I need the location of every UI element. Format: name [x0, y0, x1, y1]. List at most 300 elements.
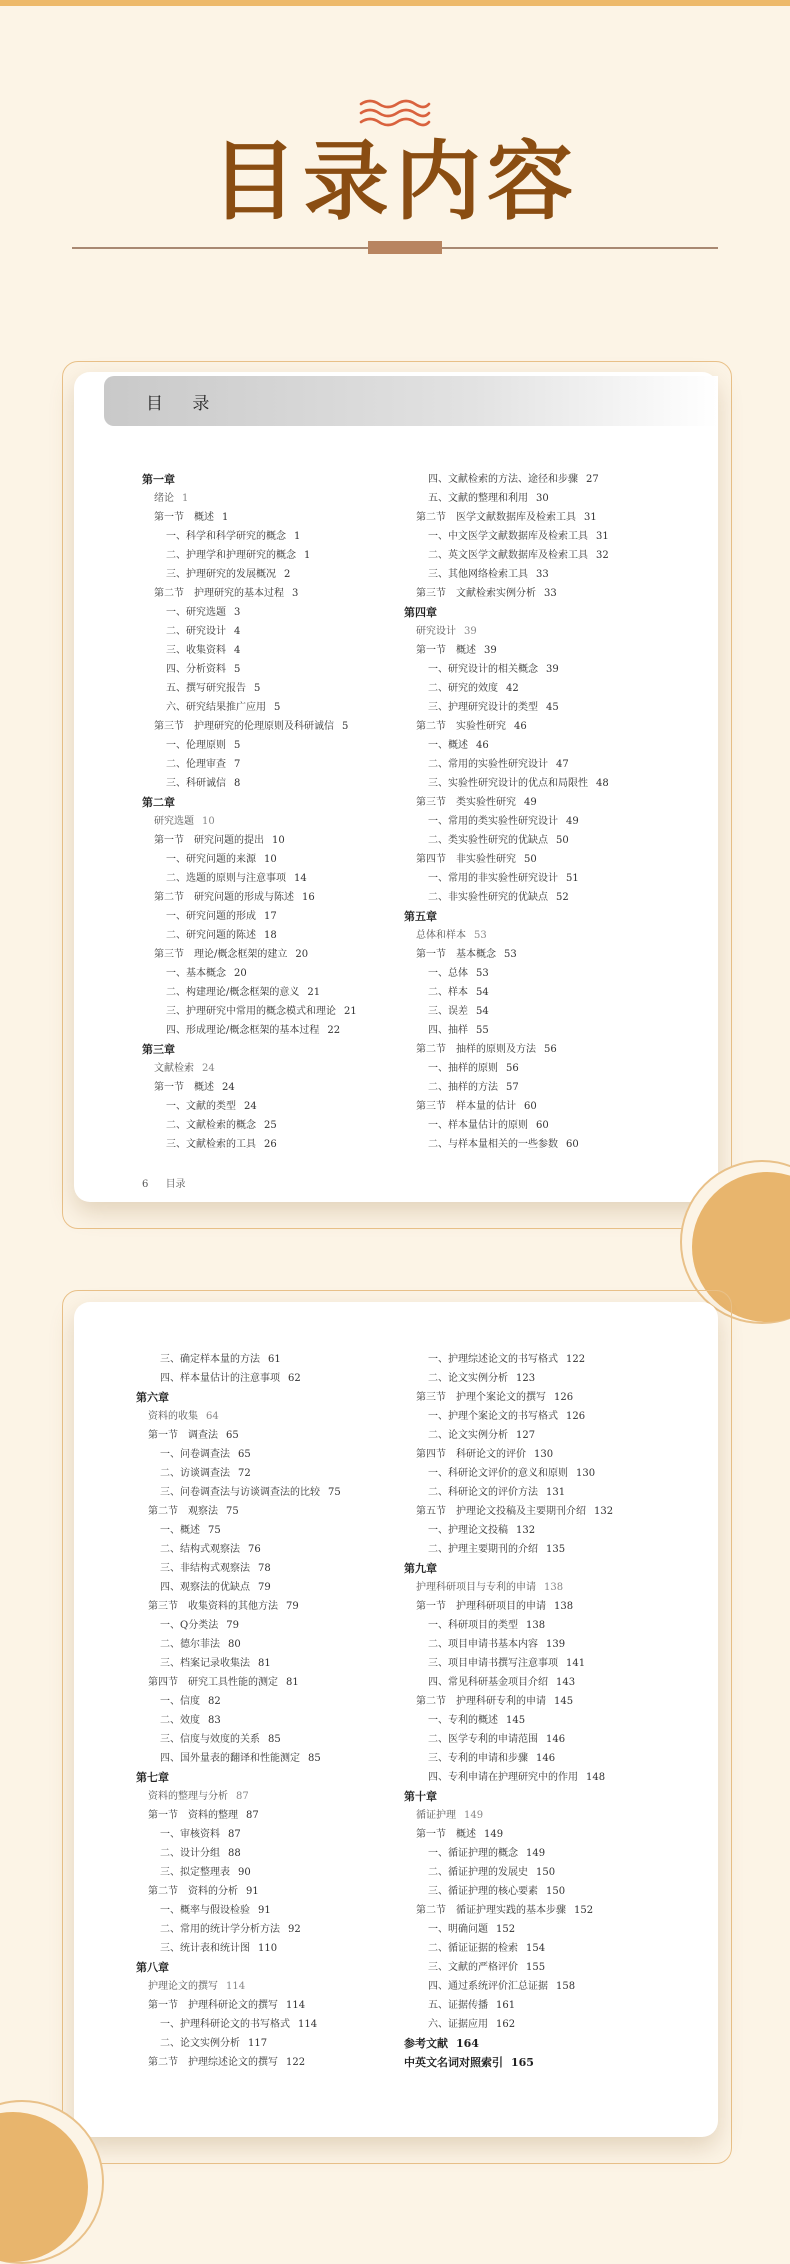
- toc-item: [404, 660, 704, 679]
- toc-entry-title: 二、类实验性研究的优缺点: [428, 835, 548, 846]
- toc-entry-title: 五、撰写研究报告: [166, 683, 246, 694]
- toc-item: [404, 1749, 714, 1768]
- toc-item: [142, 926, 412, 945]
- toc-section: [136, 1597, 416, 1616]
- toc-entry-title: 二、样本: [428, 987, 468, 998]
- toc-chapter: [404, 603, 704, 622]
- toc-entry-page: 31: [584, 512, 597, 523]
- toc-entry-title: 二、护理学和护理研究的概念: [166, 550, 296, 561]
- toc-item: [142, 1002, 412, 1021]
- toc-chapter: [404, 1559, 714, 1578]
- toc-item: [136, 1559, 416, 1578]
- toc-section: [142, 831, 412, 850]
- toc-item: [142, 850, 412, 869]
- toc-entry-title: 研究选题: [154, 816, 194, 827]
- toc-entry-page: 3: [234, 607, 241, 618]
- toc-entry-page: 65: [238, 1449, 251, 1460]
- toc-entry-title: 第二节 护理研究的基本过程: [154, 588, 284, 599]
- toc-entry-title: 五、证据传播: [428, 2000, 488, 2011]
- toc-entry-title: 二、循证护理的发展史: [428, 1867, 528, 1878]
- toc-item: [404, 1920, 714, 1939]
- toc-item: [136, 1825, 416, 1844]
- toc-item: [142, 565, 412, 584]
- toc-item: [142, 546, 412, 565]
- toc-item: [404, 1135, 704, 1154]
- toc-entry-title: 第一节 概述: [416, 1829, 476, 1840]
- toc-entry-title: 第四章: [404, 606, 437, 619]
- toc-entry-title: 二、医学专利的申请范围: [428, 1734, 538, 1745]
- toc-entry-title: 第十章: [404, 1790, 437, 1803]
- toc-item: [142, 964, 412, 983]
- toc-entry-page: 155: [526, 1962, 546, 1973]
- toc-entry-title: 二、研究设计: [166, 626, 226, 637]
- toc-item: [404, 1939, 714, 1958]
- toc-entry-page: 145: [554, 1696, 574, 1707]
- toc-entry-title: 循证护理: [416, 1810, 456, 1821]
- toc-entry-page: 143: [556, 1677, 576, 1688]
- toc-entry-page: 49: [566, 816, 579, 827]
- toc-entry-title: 第五节 护理论文投稿及主要期刊介绍: [416, 1506, 586, 1517]
- toc-entry-title: 一、问卷调查法: [160, 1449, 230, 1460]
- toc-item: [404, 679, 704, 698]
- toc-entry-title: 第三节 护理个案论文的撰写: [416, 1392, 546, 1403]
- toc-item: [142, 622, 412, 641]
- toc-entry-title: 一、中文医学文献数据库及检索工具: [428, 531, 588, 542]
- toc-chapter-title: [404, 1578, 714, 1597]
- toc-entry-page: 75: [208, 1525, 221, 1536]
- toc-item: [142, 1135, 412, 1154]
- toc-entry-page: 75: [226, 1506, 239, 1517]
- toc-entry-title: 第四节 科研论文的评价: [416, 1449, 526, 1460]
- toc-section: [404, 584, 704, 603]
- toc-entry-page: 65: [226, 1430, 239, 1441]
- toc-item: [404, 1002, 704, 1021]
- toc-item: [136, 1654, 416, 1673]
- toc-item: [404, 1977, 714, 1996]
- toc-item: [404, 1958, 714, 1977]
- toc-entry-page: 31: [596, 531, 609, 542]
- title-divider-block: [368, 241, 442, 254]
- toc-chapter: [136, 1958, 416, 1977]
- toc-section: [142, 508, 412, 527]
- toc-section: [136, 1673, 416, 1692]
- toc-chapter-title: [404, 622, 704, 641]
- toc-entry-title: 研究设计: [416, 626, 456, 637]
- toc-entry-page: 82: [208, 1696, 221, 1707]
- toc-entry-title: 一、Q分类法: [160, 1620, 219, 1631]
- toc-item: [404, 1483, 714, 1502]
- toc-chapter: [142, 470, 412, 489]
- toc-entry-page: 162: [496, 2019, 516, 2030]
- toc-entry-title: 第一节 护理科研项目的申请: [416, 1601, 546, 1612]
- toc-section: [404, 1445, 714, 1464]
- toc-entry-page: 62: [288, 1373, 301, 1384]
- toc-entry-title: 三、拟定整理表: [160, 1867, 230, 1878]
- toc-entry-title: 一、护理科研论文的书写格式: [160, 2019, 290, 2030]
- toc-entry-title: 一、研究问题的来源: [166, 854, 256, 865]
- toc-entry-page: 5: [254, 683, 261, 694]
- toc-entry-title: 一、抽样的原则: [428, 1063, 498, 1074]
- toc-entry-title: 第三节 样本量的估计: [416, 1101, 516, 1112]
- toc-entry-title: 三、非结构式观察法: [160, 1563, 250, 1574]
- toc-entry-page: 32: [596, 550, 609, 561]
- toc-entry-title: 二、英文医学文献数据库及检索工具: [428, 550, 588, 561]
- toc-chapter-title: [136, 1787, 416, 1806]
- toc-entry-page: 53: [474, 930, 487, 941]
- toc-entry-title: 第二节 护理科研专利的申请: [416, 1696, 546, 1707]
- toc-entry-page: 2: [284, 569, 291, 580]
- toc-entry-title: 三、护理研究设计的类型: [428, 702, 538, 713]
- toc-entry-page: 90: [238, 1867, 251, 1878]
- toc-entry-page: 138: [554, 1601, 574, 1612]
- toc-entry-title: 三、项目申请书撰写注意事项: [428, 1658, 558, 1669]
- toc-entry-page: 122: [286, 2057, 306, 2068]
- toc-section: [136, 1882, 416, 1901]
- toc-item: [142, 1097, 412, 1116]
- toc-entry-title: 第一节 资料的整理: [148, 1810, 238, 1821]
- toc-entry-page: 48: [596, 778, 609, 789]
- toc-entry-title: 三、其他网络检索工具: [428, 569, 528, 580]
- toc-entry-page: 80: [228, 1639, 241, 1650]
- toc-entry-title: 第八章: [136, 1961, 169, 1974]
- toc-entry-page: 139: [546, 1639, 566, 1650]
- toc-item: [404, 1540, 714, 1559]
- toc-entry-page: 46: [476, 740, 489, 751]
- footer-label: 目录: [165, 1179, 186, 1190]
- toc-entry-title: 一、护理综述论文的书写格式: [428, 1354, 558, 1365]
- toc-entry-page: 1: [182, 493, 189, 504]
- toc-item: [136, 2015, 416, 2034]
- toc-entry-title: 三、科研诚信: [166, 778, 226, 789]
- toc-section: [142, 1078, 412, 1097]
- toc-section: [404, 508, 704, 527]
- toc-entry-page: 165: [511, 2056, 534, 2069]
- wave-ornament-icon: [358, 98, 432, 128]
- toc-entry-page: 91: [258, 1905, 271, 1916]
- toc-item: [404, 831, 704, 850]
- toc-entry-title: 资料的收集: [148, 1411, 198, 1422]
- toc-section: [404, 641, 704, 660]
- toc-item: [136, 1939, 416, 1958]
- toc-entry-page: 25: [264, 1120, 277, 1131]
- toc-entry-page: 87: [246, 1810, 259, 1821]
- toc-entry-title: 二、循证证据的检索: [428, 1943, 518, 1954]
- toc-item: [404, 1863, 714, 1882]
- toc-item: [404, 1673, 714, 1692]
- toc-chapter-title: [142, 489, 412, 508]
- toc-item: [404, 1059, 704, 1078]
- toc-item: [404, 1464, 714, 1483]
- toc-entry-title: 四、文献检索的方法、途径和步骤: [428, 474, 578, 485]
- toc-entry-page: 81: [258, 1658, 271, 1669]
- toc-entry-page: 127: [516, 1430, 536, 1441]
- toc-item: [136, 1844, 416, 1863]
- toc-entry-title: 二、论文实例分析: [428, 1430, 508, 1441]
- toc-entry-title: 一、科研项目的类型: [428, 1620, 518, 1631]
- toc-entry-page: 117: [248, 2038, 268, 2049]
- toc-column-left-2: [136, 1350, 416, 2072]
- toc-entry-title: 三、档案记录收集法: [160, 1658, 250, 1669]
- toc-chapter-title: [404, 926, 704, 945]
- toc-item: [136, 1445, 416, 1464]
- toc-entry-title: 第三节 类实验性研究: [416, 797, 516, 808]
- toc-entry-page: 148: [586, 1772, 606, 1783]
- toc-entry-title: 一、审核资料: [160, 1829, 220, 1840]
- toc-entry-title: 第四节 非实验性研究: [416, 854, 516, 865]
- toc-entry-title: 四、国外量表的翻译和性能测定: [160, 1753, 300, 1764]
- toc-item: [142, 660, 412, 679]
- toc-entry-page: 130: [576, 1468, 596, 1479]
- toc-entry-title: 二、与样本量相关的一些参数: [428, 1139, 558, 1150]
- toc-entry-page: 50: [524, 854, 537, 865]
- toc-entry-page: 110: [258, 1943, 278, 1954]
- toc-item: [136, 1711, 416, 1730]
- toc-entry-title: 第二节 护理综述论文的撰写: [148, 2057, 278, 2068]
- toc-entry-page: 39: [484, 645, 497, 656]
- toc-entry-title: 一、护理论文投稿: [428, 1525, 508, 1536]
- toc-entry-title: 第二节 循证护理实践的基本步骤: [416, 1905, 566, 1916]
- toc-entry-page: 149: [484, 1829, 504, 1840]
- toc-entry-title: 四、形成理论/概念框架的基本过程: [166, 1025, 320, 1036]
- toc-entry-page: 152: [574, 1905, 594, 1916]
- toc-entry-page: 39: [464, 626, 477, 637]
- toc-entry-page: 138: [544, 1582, 564, 1593]
- toc-entry-title: 第一节 护理科研论文的撰写: [148, 2000, 278, 2011]
- toc-entry-page: 149: [464, 1810, 484, 1821]
- toc-item: [136, 1635, 416, 1654]
- toc-entry-title: 四、专利申请在护理研究中的作用: [428, 1772, 578, 1783]
- toc-entry-page: 7: [234, 759, 241, 770]
- toc-entry-page: 46: [514, 721, 527, 732]
- toc-entry-page: 150: [546, 1886, 566, 1897]
- toc-entry-title: 一、概述: [160, 1525, 200, 1536]
- toc-entry-page: 81: [286, 1677, 299, 1688]
- toc-entry-title: 二、结构式观察法: [160, 1544, 240, 1555]
- toc-entry-title: 第二节 资料的分析: [148, 1886, 238, 1897]
- toc-entry-title: 第一章: [142, 473, 175, 486]
- toc-entry-page: 50: [556, 835, 569, 846]
- toc-entry-title: 第六章: [136, 1391, 169, 1404]
- toc-item: [404, 1116, 704, 1135]
- toc-section: [142, 945, 412, 964]
- toc-item: [404, 489, 704, 508]
- toc-item: [136, 1540, 416, 1559]
- toc-item: [404, 565, 704, 584]
- toc-entry-page: 88: [228, 1848, 241, 1859]
- toc-entry-title: 一、研究选题: [166, 607, 226, 618]
- toc-section: [142, 584, 412, 603]
- toc-item: [142, 527, 412, 546]
- toc-chapter-title: [142, 812, 412, 831]
- toc-entry-page: 57: [506, 1082, 519, 1093]
- toc-entry-title: 第三节 收集资料的其他方法: [148, 1601, 278, 1612]
- toc-item: [142, 774, 412, 793]
- toc-entry-page: 132: [594, 1506, 614, 1517]
- toc-entry-page: 114: [286, 2000, 306, 2011]
- toc-entry-title: 六、研究结果推广应用: [166, 702, 266, 713]
- toc-entry-page: 146: [546, 1734, 566, 1745]
- toc-entry-page: 5: [234, 740, 241, 751]
- toc-item: [136, 1920, 416, 1939]
- toc-entry-page: 14: [294, 873, 307, 884]
- toc-entry-title: 第三节 理论/概念框架的建立: [154, 949, 288, 960]
- toc-section: [136, 2053, 416, 2072]
- toc-item: [404, 1407, 714, 1426]
- toc-item: [142, 869, 412, 888]
- toc-entry-page: 5: [234, 664, 241, 675]
- toc-item: [404, 1021, 704, 1040]
- toc-entry-title: 一、基本概念: [166, 968, 226, 979]
- toc-entry-page: 10: [264, 854, 277, 865]
- toc-entry-title: 资料的整理与分析: [148, 1791, 228, 1802]
- toc-entry-title: 第三章: [142, 1043, 175, 1056]
- toc-item: [404, 812, 704, 831]
- toc-chapter: [404, 1787, 714, 1806]
- toc-entry-page: 51: [566, 873, 579, 884]
- toc-entry-title: 一、研究设计的相关概念: [428, 664, 538, 675]
- toc-entry-title: 一、常用的类实验性研究设计: [428, 816, 558, 827]
- toc-entry-title: 四、观察法的优缺点: [160, 1582, 250, 1593]
- toc-entry-title: 第九章: [404, 1562, 437, 1575]
- toc-section: [404, 1692, 714, 1711]
- toc-entry-page: 114: [226, 1981, 246, 1992]
- toc-section: [404, 1502, 714, 1521]
- toc-entry-title: 第二节 医学文献数据库及检索工具: [416, 512, 576, 523]
- toc-entry-title: 第一节 调查法: [148, 1430, 218, 1441]
- toc-entry-title: 二、文献检索的概念: [166, 1120, 256, 1131]
- toc-section: [404, 793, 704, 812]
- toc-entry-title: 第五章: [404, 910, 437, 923]
- toc-item: [404, 1711, 714, 1730]
- toc-item: [404, 983, 704, 1002]
- toc-entry-page: 130: [534, 1449, 554, 1460]
- toc-entry-title: 二、设计分组: [160, 1848, 220, 1859]
- toc-entry-page: 87: [228, 1829, 241, 1840]
- toc-entry-page: 55: [476, 1025, 489, 1036]
- toc-section: [404, 1597, 714, 1616]
- toc-chapter: [136, 1388, 416, 1407]
- toc-entry-title: 三、循证护理的核心要素: [428, 1886, 538, 1897]
- toc-entry-page: 24: [202, 1063, 215, 1074]
- toc-item: [404, 888, 704, 907]
- toc-item: [136, 1863, 416, 1882]
- toc-entry-page: 75: [328, 1487, 341, 1498]
- toc-entry-title: 护理论文的撰写: [148, 1981, 218, 1992]
- toc-entry-page: 56: [506, 1063, 519, 1074]
- toc-entry-title: 二、伦理审查: [166, 759, 226, 770]
- toc-entry-page: 22: [327, 1025, 341, 1036]
- toc-item: [136, 2034, 416, 2053]
- toc-column-left: [142, 470, 412, 1154]
- toc-item: [136, 1464, 416, 1483]
- toc-entry-title: 二、研究问题的陈述: [166, 930, 256, 941]
- toc-entry-title: 文献检索: [154, 1063, 194, 1074]
- toc-entry-title: 二、论文实例分析: [428, 1373, 508, 1384]
- toc-entry-title: 一、常用的非实验性研究设计: [428, 873, 558, 884]
- toc-entry-page: 1: [222, 512, 229, 523]
- toc-entry-page: 79: [258, 1582, 271, 1593]
- toc-section: [136, 1996, 416, 2015]
- toc-entry-title: 三、文献检索的工具: [166, 1139, 256, 1150]
- toc-item: [136, 1749, 416, 1768]
- toc-entry-page: 132: [516, 1525, 536, 1536]
- toc-entry-page: 10: [202, 816, 215, 827]
- toc-entry-title: 六、证据应用: [428, 2019, 488, 2030]
- toc-entry-page: 16: [302, 892, 315, 903]
- toc-entry-title: 二、德尔菲法: [160, 1639, 220, 1650]
- toc-entry-title: 二、非实验性研究的优缺点: [428, 892, 548, 903]
- toc-chapter-title: [136, 1407, 416, 1426]
- toc-entry-page: 135: [546, 1544, 566, 1555]
- toc-entry-page: 24: [244, 1101, 257, 1112]
- toc-entry-page: 76: [248, 1544, 261, 1555]
- toc-entry-page: 149: [526, 1848, 546, 1859]
- toc-item: [404, 527, 704, 546]
- toc-entry-page: 20: [295, 949, 309, 960]
- toc-item: [404, 698, 704, 717]
- toc-entry-page: 54: [476, 987, 489, 998]
- toc-item: [142, 755, 412, 774]
- toc-entry-page: 83: [208, 1715, 221, 1726]
- toc-item: [404, 1616, 714, 1635]
- toc-item: [404, 1768, 714, 1787]
- toc-item: [136, 1350, 416, 1369]
- toc-entry-page: 114: [298, 2019, 318, 2030]
- toc-entry-title: 二、选题的原则与注意事项: [166, 873, 286, 884]
- toc-entry-page: 42: [506, 683, 519, 694]
- toc-entry-title: 一、研究问题的形成: [166, 911, 256, 922]
- toc-entry-page: 138: [526, 1620, 546, 1631]
- toc-item: [404, 1654, 714, 1673]
- toc-entry-page: 85: [268, 1734, 281, 1745]
- toc-chapter-title: [142, 1059, 412, 1078]
- page-title: 目录内容: [211, 131, 579, 232]
- toc-entry-title: 第一节 概述: [154, 512, 214, 523]
- toc-entry-title: 一、文献的类型: [166, 1101, 236, 1112]
- toc-entry-page: 8: [234, 778, 241, 789]
- toc-entry-page: 20: [234, 968, 247, 979]
- toc-entry-page: 141: [566, 1658, 586, 1669]
- toc-entry-title: 一、概率与假设检验: [160, 1905, 250, 1916]
- toc-item: [142, 641, 412, 660]
- toc-entry-page: 47: [556, 759, 569, 770]
- toc-entry-title: 二、科研论文的评价方法: [428, 1487, 538, 1498]
- toc-item: [404, 774, 704, 793]
- toc-entry-title: 第二节 研究问题的形成与陈述: [154, 892, 294, 903]
- toc-entry-page: 39: [546, 664, 559, 675]
- toc-item: [142, 1021, 412, 1040]
- toc-entry-page: 146: [536, 1753, 556, 1764]
- toc-entry-page: 126: [554, 1392, 574, 1403]
- toc-entry-title: 第一节 概述: [416, 645, 476, 656]
- toc-entry-page: 53: [504, 949, 517, 960]
- toc-entry-page: 10: [272, 835, 285, 846]
- toc-entry-page: 53: [476, 968, 489, 979]
- toc-item: [404, 1350, 714, 1369]
- toc-entry-page: 5: [342, 721, 349, 732]
- toc-entry-title: 第七章: [136, 1771, 169, 1784]
- toc-item: [136, 1901, 416, 1920]
- toc-entry-title: 二、访谈调查法: [160, 1468, 230, 1479]
- toc-chapter: [142, 793, 412, 812]
- toc-entry-title: 一、样本量估计的原则: [428, 1120, 528, 1131]
- toc-entry-title: 总体和样本: [416, 930, 466, 941]
- toc-section: [404, 717, 704, 736]
- toc-item: [404, 546, 704, 565]
- toc-entry-title: 中英文名词对照索引: [404, 2056, 503, 2069]
- toc-item: [136, 1578, 416, 1597]
- toc-item: [404, 1844, 714, 1863]
